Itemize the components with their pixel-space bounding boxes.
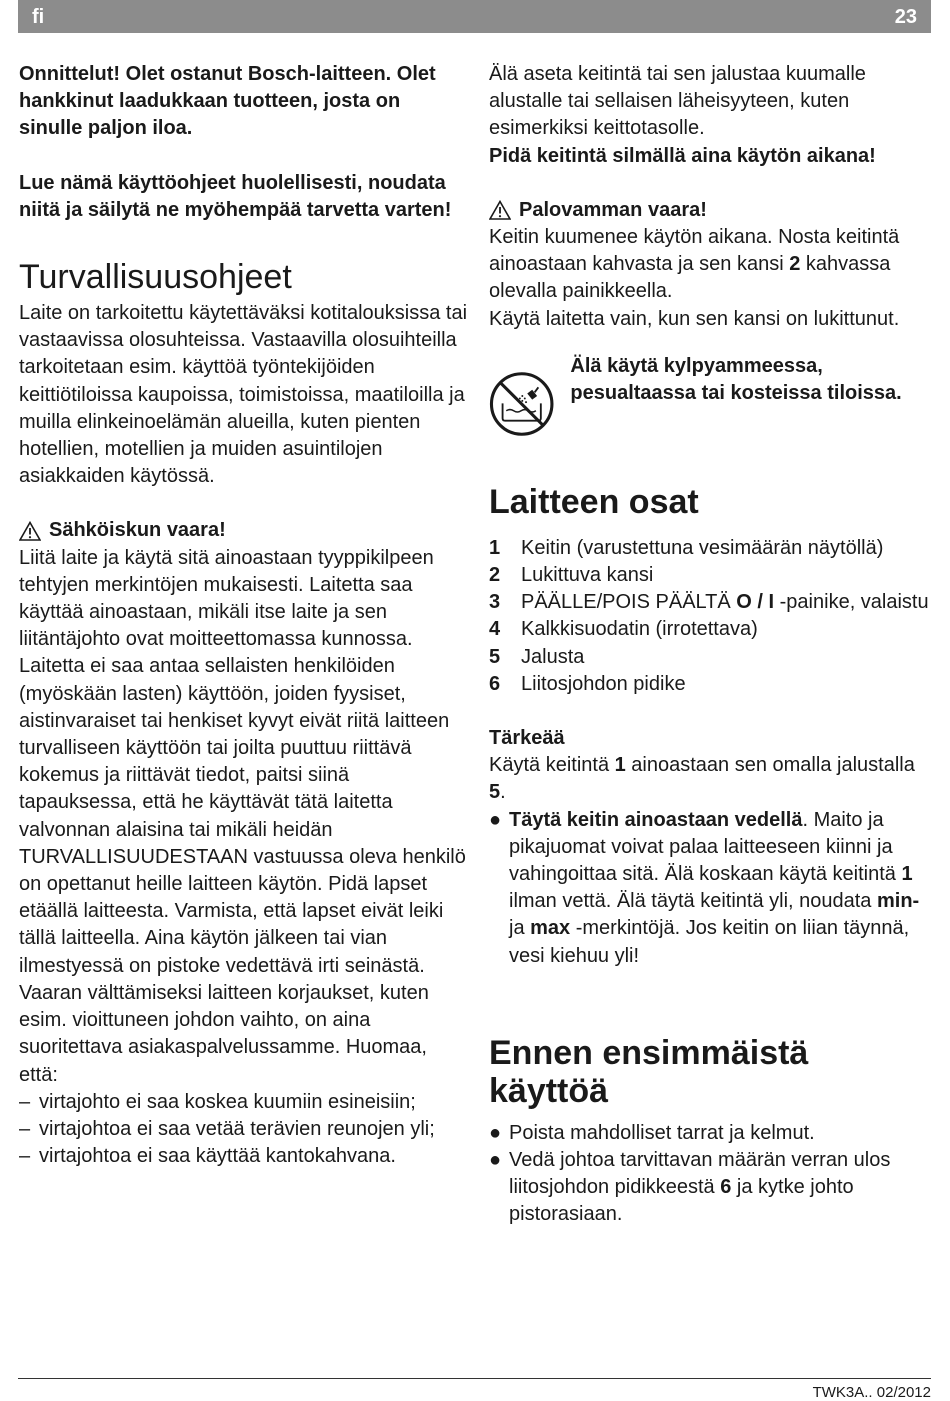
warning-triangle-icon — [489, 200, 511, 220]
hot-surface-text: Älä aseta keitintä tai sen jalustaa kuumalle alustalle tai sellaisen läheisyyteen, kuten esimerkiksi keittotasolle. — [489, 63, 866, 140]
intro-read-instructions: Lue nämä käyttöohjeet huolellisesti, noudata niitä ja säilytä ne myöhempää tarvetta varten! — [19, 171, 452, 221]
cord-list — [19, 1089, 469, 1171]
watch-text: Pidä keitintä silmällä aina käytön aikana! — [489, 144, 876, 167]
list-item: ● Täytä keitin ainoastaan vedellä. Maito ja pikajuomat voivat palaa laitteeseen kiinni ja vahingoittaa sitä. Älä koskaan käytä keitintä 1 ilman vettä. Älä täytä keitintä yli, noudata min- ja max -merkintöjä. Jos keitin on liian täynnä, vesi kiehuu yli! — [489, 808, 920, 967]
intro-congrats: Onnittelut! Olet ostanut Bosch-laitteen. Olet hankkinut laadukkaan tuotteen, josta on sinulle paljon iloa. — [19, 63, 436, 140]
first-use-heading: Ennen ensimmäistä käyttöä — [489, 1033, 809, 1110]
list-item: 4 Kalkkisuodatin (irrotettava) — [489, 618, 758, 641]
important-heading: Tärkeää — [489, 727, 565, 750]
list-item: 3 PÄÄLLE/POIS PÄÄLTÄ O / I -painike, valaistu — [489, 591, 929, 614]
burn-warning-label: Palovamman vaara! — [519, 198, 707, 221]
right-column — [489, 61, 934, 1229]
list-item: 6 Liitosjohdon pidike — [489, 672, 686, 695]
list-item: – virtajohto ei saa koskea kuumiin esineisiin; — [19, 1090, 416, 1113]
safety-text: Laite on tarkoitettu käytettäväksi kotitalouksissa tai vastaavissa olosuhteissa. Vastaavilla olosuihteilla tarkoitetaan esim. käyttöä työntekijöiden keittiötiloissa kaupoissa, toimistoissa, maatiloilla ja muilla elinkeinoelämän alueilla, kuten pienten hotellien, motellien ja muiden asuintilojen asiakkaiden käytössä. — [19, 302, 468, 488]
language-code: fi — [32, 6, 45, 28]
parts-heading: Laitteen osat — [489, 482, 699, 521]
first-use-list — [489, 1120, 934, 1229]
list-item: – virtajohtoa ei saa käyttää kantokahvana. — [19, 1145, 396, 1168]
no-bath-notice — [489, 351, 934, 457]
lock-text: Käytä laitetta vain, kun sen kansi on lukittunut. — [489, 307, 900, 330]
electric-text: Liitä laite ja käytä sitä ainoastaan tyyppikilpeen tehtyjen merkintöjen mukaisesti. Laitetta saa käyttää ainoastaan, mikäli itse laite ja sen liitäntäjohto ovat moitteettomassa kunnossa. Laitetta ei saa antaa sellaisten henkilöiden (myöskään lasten) käyttöön, joiden fyysiset, aistinvaraiset tai henkiset kyvyt eivät riitä laitteen turvalliseen käyttöön tai joilta puuttuu riittävä kokemus ja riittävät tiedot, paitsi siinä tapauksessa, että he käyttävät tätä laitetta valvonnan alaisina tai mikäli heidän TURVALLISUUDESTAAN vastuussa oleva henkilö on opettanut heille laitteen käytön. Pidä lapset etäällä laitteesta. Varmista, että lapset eivät leiki tällä laitteella. Aina käytön jälkeen tai vian ilmestyessä on pistoke vedettävä irti seinästä. Vaaran välttämiseksi laitteen korjaukset, kuten esim. vioittuneen johdon vaihto, on aina suoritettava asiakaspalvelussamme. Huomaa, että: — [19, 546, 466, 1086]
water-list — [489, 807, 934, 970]
no-bathtub-icon — [489, 351, 554, 457]
list-item: 5 Jalusta — [489, 645, 585, 668]
list-item: – virtajohtoa ei saa vetää terävien reunojen yli; — [19, 1117, 435, 1140]
electric-warning-label: Sähköiskun vaara! — [49, 519, 226, 542]
footer-model-date: TWK3A.. 02/2012 — [812, 1384, 931, 1401]
footer-divider — [18, 1378, 931, 1379]
safety-heading: Turvallisuusohjeet — [19, 258, 292, 297]
list-item: ● Poista mahdolliset tarrat ja kelmut. — [489, 1121, 815, 1144]
list-item: 1 Keitin (varustettuna vesimäärän näytöllä) — [489, 536, 884, 559]
no-bath-text: Älä käytä kylpyammeessa, pesualtaassa tai kosteissa tiloissa. — [570, 354, 902, 405]
page-number: 23 — [894, 6, 917, 28]
parts-list — [489, 535, 934, 698]
warning-triangle-icon — [19, 521, 41, 541]
burn-warning — [489, 197, 934, 224]
electric-warning — [19, 517, 469, 544]
list-item: ● Vedä johtoa tarvittavan määrän verran ulos liitosjohdon pidikkeestä 6 ja kytke johto pistorasiaan. — [489, 1149, 891, 1226]
left-column — [19, 61, 469, 1170]
burn-text: Keitin kuumenee käytön aikana. Nosta keitintä ainoastaan kahvasta ja sen kansi 2 kahvassa olevalla painikkeella. — [489, 226, 900, 303]
important-text: Käytä keitintä 1 ainoastaan sen omalla jalustalla 5. — [489, 754, 915, 804]
page-header — [18, 0, 931, 33]
list-item: 2 Lukittuva kansi — [489, 564, 654, 587]
